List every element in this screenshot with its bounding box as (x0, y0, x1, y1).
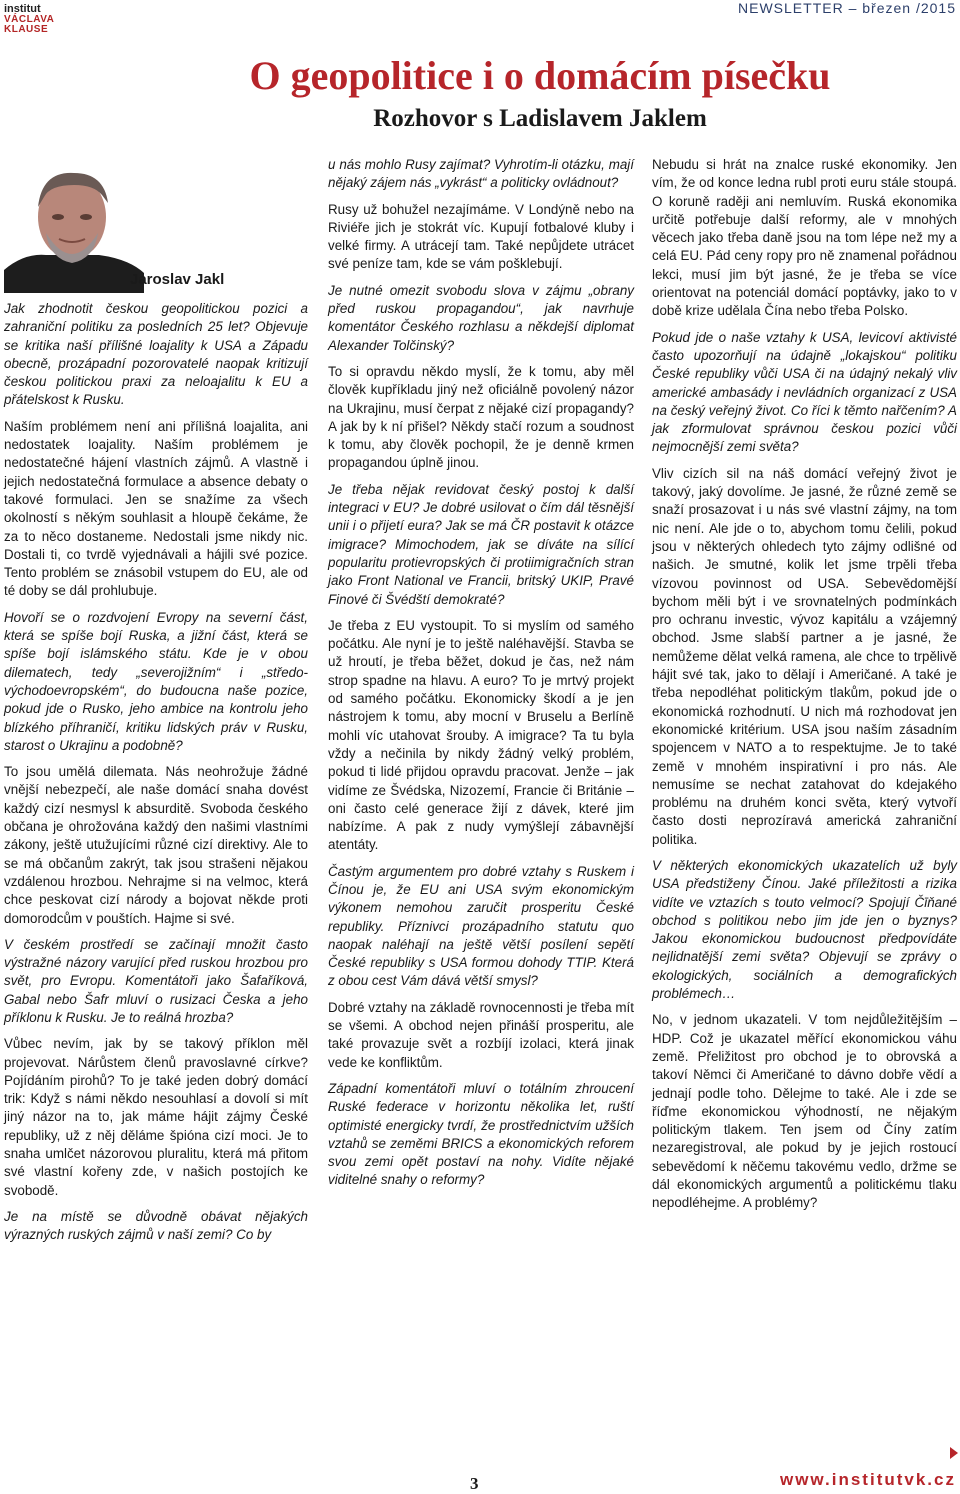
photo-caption: Jaroslav Jakl (130, 271, 225, 288)
article-column-left (4, 300, 308, 1253)
answer-paragraph: Vůbec nevím, jak by se takový příklon měl projevovat. Nárůstem členů pravoslavné církve? Pojídáním pirohů? To je také jeden dobrý domácí trik: Když s námi někdo nesouhlasí a dovolí si mít jiný názor na to, jak máme hájit zájmy České republiky, už z něj děláme špióna cizí moci. Je to snaha umlčet názorovou pluralitu, která má přitom své vlastní kořeny zde, v našich postojích ke svobodě. (4, 1036, 308, 1198)
answer-paragraph: To si opravdu někdo myslí, že k tomu, aby měl člověk kupříkladu jiný než oficiálně povolený názor na Ukrajinu, musí čerpat z nějaké cizí propagandy? A jak by k ní přišel? Někdy stačí rozum a soudnost k tomu, aby člověk pochopil, že je denně krmen propagandou úplně jinou. (328, 363, 634, 471)
question-paragraph: Častým argumentem pro dobré vztahy s Ruskem i Čínou je, že EU ani USA svým ekonomickým výkonem nemohou zaručit prosperitu České republiky. Příznivci prozápadního statutu quo naopak naléhají na ještě větší posílení sepětí České republiky s USA formou dohody TTIP. Která z obou cest Vám dává větší smysl? (328, 863, 634, 989)
question-paragraph: Je na místě se důvodně obávat nějakých výrazných ruských zájmů v naší zemi? Co by (4, 1208, 308, 1243)
question-paragraph: Západní komentátoři mluví o totálním zhroucení Ruské federace v horizontu několika let, ruští optimisté energicky tvrdí, že prostřednictvím užších vztahů se zeměmi BRICS a ekonomických reforem svou zemi opět postaví na nohy. Vidíte nějaké viditelné snahy o reformy? (328, 1080, 634, 1188)
answer-paragraph: Je třeba z EU vystoupit. To si myslím od samého počátku. Ale nyní je to ještě naléhavější. Stavba se už hroutí, je třeba běžet, dokud je čas, než nám strop spadne na hlavu. A euro? To je mrtvý projekt od samého počátku. Ekonomicky škodí a je jen nástrojem k tomu, aby mocní v Bruselu a Berlíně mohli víc utahovat šrouby. A imigrace? Ta tu byla vždy a nečinila by nikdy žádný velký problém, pokud ti lidé přijdou opravdu pracovat. Jenže – jak vidíme ze Švédska, Nizozemí, Francie či Británie – oni často celé generace žijí z dávek, které jim nabízíme. A pak z nudy vymýšlejí zábavnější atentáty. (328, 617, 634, 853)
logo-line-2: VÁCLAVA (4, 14, 55, 25)
logo-line-1: institut (4, 3, 41, 15)
continue-arrow-icon (950, 1447, 958, 1459)
question-paragraph: V českém prostředí se začínají množit často výstražné názory varující před ruskou hrozbou pro svět, pro Evropu. Komentátoři jako Šafaříková, Gabal nebo Šafr mluví o rusizaci Česka a jeho příklonu k Rusku. Je to reálná hrozba? (4, 936, 308, 1025)
question-paragraph: Jak zhodnotit českou geopolitickou pozici a zahraniční politiku za posledních 25 let? Objevuje se kritika naší přílišné loajality k USA a Západu obecně, prozápadní pozorovatelé naopak kritizují českou politickou praxi za neloajalitu k EU a přátelskost k Rusku. (4, 301, 308, 408)
answer-paragraph: To jsou umělá dilemata. Nás neohrožuje žádné vnější nebezpečí, ale naše domácí snaha dovést každý cizí nesmysl k absurditě. Svoboda českého občana je ohrožována každý den našimi vlastními zákony, ještě utužujícími různé cizí direktivy. Ale to se má občanům zakrýt, tak jsou strašeni nějakou vzdálenou hrozbou. Nehrajme si na velmoc, která chce peskovat cizí národy a bojovat někde proti domorodcům v pouštích. Hajme si své. (4, 764, 308, 926)
page-number: 3 (470, 1474, 479, 1493)
logo-line-3: KLAUSE (4, 24, 49, 35)
answer-paragraph: Vliv cizích sil na náš domácí veřejný život je takový, jaký dovolíme. Je jasné, že různé země se snaží prosazovat i u nás své vlastní zájmy, na tom nic není. Ale jde o to, abychom tomu čelili, pokud jsou v některých ohledech tyto zájmy odlišné od našich. Je smutné, kolik let jsme trpěli třeba vízovou povinnost od USA. Sebevědomější bychom měli být i ve srovnatelných podmínkách pro ochranu investic, vývoz kapitálu a vzájemný obchod. Jsme slabší partner a je jasné, že nemůžeme dělat velká ramena, ale chce to trpělivě hájit své tak, jako to dělají i Američané. A také je třeba nepodléhat politickým tlakům, pokud jde o ekonomická rozhodnutí. U nich má rozhodovat jen ekonomické kritérium. USA jsou naším zásadním spojencem v NATO a to respektujme. Je to také země v mnohém inspirativní i pro nás. Ale nemusíme se nechat zatahovat do kdejakého problému na druhém konci světa, který vytvoří často dosti neprozíravá americká zahraniční politika. (652, 465, 957, 847)
question-paragraph: Je třeba nějak revidovat český postoj k další integraci v EU? Je dobré usilovat o čím dál těsnější unii i o přijetí eura? Jak se má ČR postavit k otázce imigrace? Mimochodem, jak se díváte na sílící popularitu protievropských či protiimigračních stran jako Front National ve Francii, britský UKIP, Pravé Finové či Švédští demokraté? (328, 481, 634, 607)
answer-paragraph: Dobré vztahy na základě rovnocennosti je třeba mít se všemi. A obchod nejen přináší prosperitu, ale také provazuje svět a rozbíjí izolaci, která jinak vede ke konfliktům. (328, 999, 634, 1070)
article-column-middle (328, 156, 634, 1198)
answer-paragraph: Naším problémem není ani přílišná loajalita, ani nedostatek loajality. Naším problémem je nedostatečné hájení vlastních zájmů. A vlastně i jejich nedostatečná formulace a absence debaty o takové formulaci. Jen se snažíme za všech okolností s někým souhlasit a hloupě čekáme, že za to něco dostaneme. Nedostali jsme nikdy nic. Dostali ti, co tvrdě vyjednávali a hájili své pozice. Tento problém se znásobil vstupem do EU, ale od té doby se dál prohlubuje. (4, 418, 308, 599)
answer-paragraph: Nebudu si hrát na znalce ruské ekonomiky. Jen vím, že od konce ledna rubl proti euru stále stoupá. O koruně raději ani nemluvím. Ruská ekonomika určitě potřebuje další reformy, ale v mnohých věcech jako třeba daně jsou na tom lépe než my a celá EU. Pád ceny ropy pro ně znamenal pořádnou lekci, musí jim být jasné, že je třeba se více orientovat na potenciál domácí poptávky, jako to v době krize udělala Čína nebo třeba Polsko. (652, 157, 957, 319)
article-column-right (652, 156, 957, 1221)
question-paragraph: V některých ekonomických ukazatelích už byly USA předstiženy Čínou. Jaké příležitosti a rizika vidíte ve vztazích s touto velmocí? Spojují Čīňané obchod s politikou nebo jim jde jen o byznys? Jakou ekonomickou budoucnost předpovídáte nejlidnatější zemi světa? Objevují se zprávy o ekologických, sociálních a demografických problémech… (652, 857, 957, 1002)
page-title: O geopolitice i o domácím písečku (249, 53, 831, 98)
question-paragraph: Hovoří se o rozdvojení Evropy na severní část, která se spíše bojí Ruska, a jižní část, která se spíše bojí islámského státu. Kde je v obou dilematech, tedy „severojižním“ i „středo-východoevropském“, do budoucna naše pozice, pokud jde o Rusko, jeho ambice na kontrolu jeho blízkého příhraničí, kritiku lidských práv v Rusku, starost o Ukrajinu a podobně? (4, 609, 308, 753)
institute-logo (4, 4, 94, 35)
answer-paragraph: Rusy už bohužel nezajímáme. V Londýně nebo na Riviéře jich je stokrát víc. Kupují fotbalové kluby i velké firmy. A utrácejí tam. Také nepůjdete utrácet své peníze tam, kde se vám pošklebují. (328, 201, 634, 272)
answer-paragraph: No, v jednom ukazateli. V tom nejdůležitějším – HDP. Což je ukazatel měřící ekonomickou váhu země. Přeližitost pro obchod je to obrovská a takoví Němci či Američané to dávno dobře vědí a jednají podle toho. Dělejme to také. Ale i zde se říďme ekonomickou výhodností, ne nějakým politickým tlakem. Ten jsem od Číny zatím nezaregistroval, ale pokud by je jejich rostoucí sebevědomí k něčemu takovému vedlo, držme se dál ekonomických argumentů a politickému tlaku nepodléhejme. A problémy? (652, 1012, 957, 1211)
question-paragraph: Je nutné omezit svobodu slova v zájmu „obrany před ruskou propagandou“, jak navrhuje komentátor Českého rozhlasu a někdejší diplomat Alexander Tolčinský? (328, 282, 634, 353)
page-subtitle: Rozhovor s Ladislavem Jaklem (373, 105, 707, 132)
footer-url[interactable]: www.institutvk.cz (779, 1470, 956, 1489)
portrait-photo (4, 155, 144, 293)
question-paragraph: Pokud jde o naše vztahy k USA, levicoví aktivisté často upozorňují na údajně „lokajskou“ politiku České republiky vůči USA či na údajný nekalý vliv americké ambasády i nevládních organizací z USA na český veřejný život. Co říci k těmto nařčením? A jak zformulovat správnou českou pozici vůči nejmocnější zemi světa? (652, 329, 957, 455)
newsletter-issue: NEWSLETTER – březen /2015 (738, 0, 956, 16)
question-paragraph: u nás mohlo Rusy zajímat? Vyhrotím-li otázku, mají nějaký zájem nás „vykrást“ a politicky ovládnout? (328, 157, 634, 191)
